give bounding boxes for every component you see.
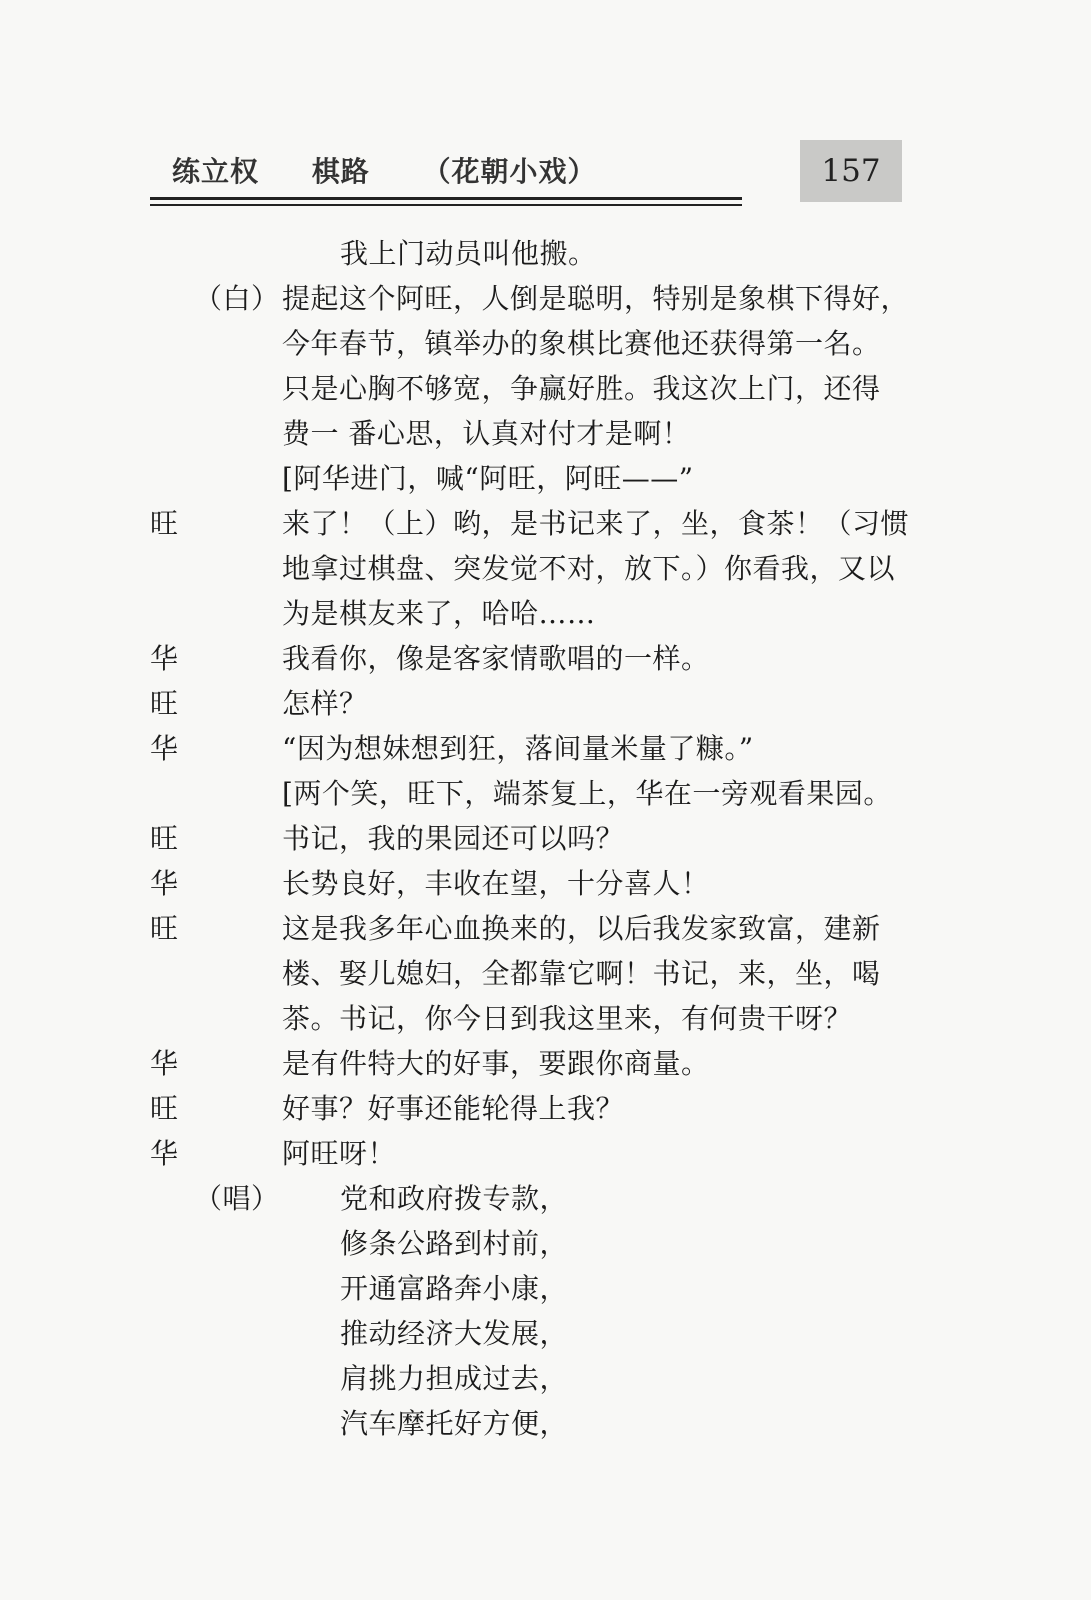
line-text: 党和政府拨专款，: [340, 1182, 569, 1215]
line-text: 今年春节，镇举办的象棋比赛他还获得第一名。: [282, 327, 881, 360]
line-text: 书记，我的果园还可以吗？: [282, 822, 625, 855]
script-line: [150, 907, 910, 950]
script-line: [150, 997, 910, 1040]
script-line: [150, 412, 910, 455]
line-text: 茶。书记，你今日到我这里来，有何贵干呀？: [282, 1002, 853, 1035]
script-line: [150, 862, 910, 905]
speaker-label: 旺: [150, 912, 179, 945]
line-text: 费一 番心思，认真对付才是啊！: [282, 417, 691, 450]
play-text: [150, 232, 910, 1460]
speaker-label: 旺: [150, 822, 179, 855]
line-text: 汽车摩托好方便，: [340, 1407, 569, 1440]
script-line: [150, 817, 910, 860]
speaker-label: 华: [150, 1047, 179, 1080]
speaker-label: 华: [150, 642, 179, 675]
speaker-label: 旺: [150, 687, 179, 720]
script-line: [150, 1402, 910, 1445]
script-line: [150, 1132, 910, 1175]
header-rule-top: [150, 197, 742, 200]
line-text: 肩挑力担成过去，: [340, 1362, 569, 1395]
script-line: [150, 1222, 910, 1265]
play-title: 棋路: [311, 155, 370, 188]
line-text: 长势良好，丰收在望，十分喜人！: [282, 867, 710, 900]
script-line: [150, 682, 910, 725]
script-line: [150, 637, 910, 680]
script-line: [150, 232, 910, 275]
play-genre: （花朝小戏）: [422, 155, 597, 188]
line-text: 地拿过棋盘、突发觉不对，放下。）你看我，又以: [282, 552, 896, 585]
line-text: 我上门动员叫他搬。: [340, 237, 597, 270]
script-line: [150, 502, 910, 545]
line-text: 怎样？: [282, 687, 368, 720]
speaker-label: 华: [150, 867, 179, 900]
line-text: 我看你，像是客家情歌唱的一样。: [282, 642, 710, 675]
script-line: [150, 952, 910, 995]
line-text: 只是心胸不够宽，争赢好胜。我这次上门，还得: [282, 372, 881, 405]
line-text: 为是棋友来了，哈哈……: [282, 597, 596, 630]
page-number: 157: [821, 153, 881, 189]
line-text: 楼、娶儿媳妇，全都靠它啊！书记，来，坐，喝: [282, 957, 881, 990]
line-text: 提起这个阿旺，人倒是聪明，特别是象棋下得好，: [282, 282, 910, 315]
speaker-label: 华: [150, 1137, 179, 1170]
speaker-label: 华: [150, 732, 179, 765]
author-name: 练立权: [172, 155, 260, 188]
running-head: [172, 150, 597, 190]
line-text: “因为想妹想到狂，落间量米量了糠。”: [282, 732, 754, 765]
speaker-label: 旺: [150, 507, 179, 540]
script-line: [150, 1087, 910, 1130]
script-line: [150, 322, 910, 365]
line-text: 来了！（上）哟，是书记来了，坐，食茶！（习惯: [282, 507, 910, 540]
script-line: [150, 1042, 910, 1085]
speaker-label: 旺: [150, 1092, 179, 1125]
script-line: [150, 1177, 910, 1220]
script-line: [150, 727, 910, 770]
line-text: 开通富路奔小康，: [340, 1272, 569, 1305]
script-line: [150, 592, 910, 635]
script-line: [150, 1357, 910, 1400]
line-text: 好事？好事还能轮得上我？: [282, 1092, 625, 1125]
header-rule-bottom: [150, 204, 742, 206]
script-line: [150, 547, 910, 590]
stage-direction: （唱）: [194, 1182, 280, 1215]
stage-direction: （白）: [194, 282, 280, 315]
line-text: 是有件特大的好事，要跟你商量。: [282, 1047, 710, 1080]
line-text: [阿华进门，喊“阿旺，阿旺——”: [282, 462, 694, 495]
line-text: 修条公路到村前，: [340, 1227, 569, 1260]
page-number-box: [800, 140, 902, 202]
line-text: 推动经济大发展，: [340, 1317, 569, 1350]
script-line: [150, 277, 910, 320]
line-text: 这是我多年心血换来的，以后我发家致富，建新: [282, 912, 881, 945]
script-line: [150, 1267, 910, 1310]
script-line: [150, 772, 910, 815]
script-line: [150, 457, 910, 500]
script-line: [150, 1312, 910, 1355]
line-text: 阿旺呀！: [282, 1137, 397, 1170]
script-line: [150, 367, 910, 410]
line-text: [两个笑，旺下，端茶复上，华在一旁观看果园。: [282, 777, 892, 810]
